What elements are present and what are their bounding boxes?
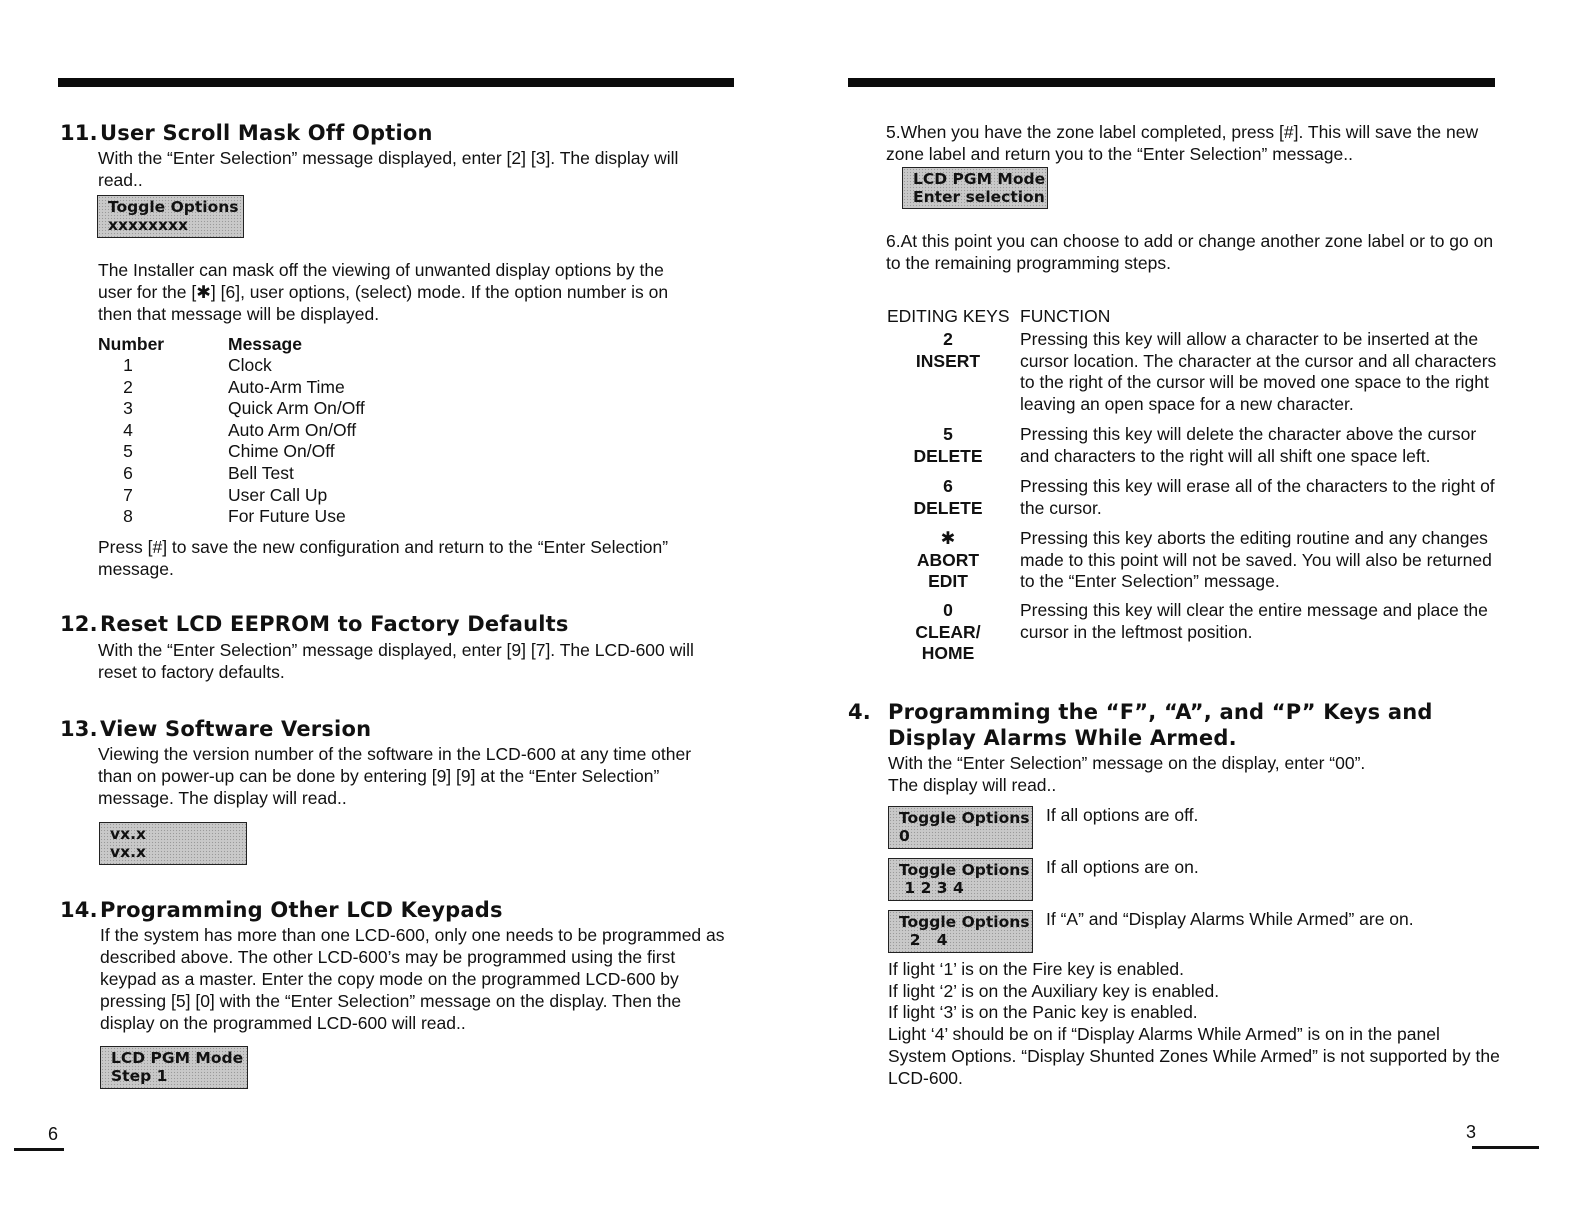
section-11-intro: With the “Enter Selection” message displayed, enter [2] [3]. The display will read.. [98,148,679,190]
lcd-line: Toggle Options [899,913,1030,931]
note-line: If light ‘3’ is on the Panic key is enabled. [888,1002,1198,1022]
lcd-line: Toggle Options [899,809,1030,827]
table-cell-number: 8 [123,506,133,527]
table-cell-message: Chime On/Off [228,441,335,462]
section-14-heading: 14. Programming Other LCD Keypads [60,898,503,922]
table-cell-message: User Call Up [228,484,328,505]
right-page-number-rule [1472,1146,1539,1149]
table-cell-message: Auto Arm On/Off [228,419,357,440]
table-row [98,484,498,506]
left-page-number: 6 [48,1124,59,1144]
table-row [98,397,498,419]
table-row [98,440,498,462]
table-cell-message: Auto-Arm Time [228,376,345,397]
option-caption: If all options are off. [1046,805,1199,825]
lcd-display-toggle-options [888,910,1033,953]
table-cell-number: 5 [123,441,133,462]
function-header: FUNCTION [1020,306,1111,326]
table-cell-number: 1 [123,355,133,375]
section-12-heading: 12. Reset LCD EEPROM to Factory Defaults [60,612,569,636]
section-4-intro: With the “Enter Selection” message on the display, enter “00”. The display will read.. [888,753,1366,795]
section-11-body: The Installer can mask off the viewing of unwanted display options by the user for the [✱] [6], user options, (select) mode. If the option number is on then that message will be displayed. [98,260,669,324]
option-caption: If “A” and “Display Alarms While Armed” are on. [1046,909,1414,929]
table-header [98,333,498,355]
section-12-body: With the “Enter Selection” message displayed, enter [9] [7]. The LCD-600 will reset to factory defaults. [98,640,694,682]
note-line: Light ‘4’ should be on if “Display Alarms While Armed” is on in the panel System Options. “Display Shunted Zones While Armed” is not supported by the LCD-600. [888,1024,1500,1088]
section-11-heading: 11. User Scroll Mask Off Option [60,121,433,145]
step-5-text: 5.When you have the zone label completed, press [#]. This will save the new zone label and return you to the “Enter Selection” message.. [886,122,1479,164]
table-row [98,354,498,376]
editing-key-function: Pressing this key will erase all of the characters to the right of the cursor. [1020,476,1495,518]
lcd-line: 2 4 [899,931,948,949]
table-row [98,462,498,484]
table-row [98,505,498,527]
editing-key: ✱ ABORT EDIT [916,528,980,591]
editing-key: 2 INSERT [915,329,981,371]
table-cell-message: Clock [228,355,272,375]
section-11-title: User Scroll Mask Off Option [100,121,433,145]
table-cell-number: 2 [123,376,133,397]
left-top-rule [58,78,734,87]
section-12-title: Reset LCD EEPROM to Factory Defaults [100,612,569,636]
editing-key: 6 DELETE [913,476,983,518]
table-cell-number: 7 [123,484,133,505]
lcd-display-toggle-options [888,806,1033,849]
lcd-display-enter-selection: LCD PGM Mode Enter selection [902,167,1048,209]
table-row [98,376,498,398]
table-header-message: Message [228,334,302,354]
section-4-title-line1: Programming the “F”, “A”, and “P” Keys and [888,700,1433,724]
section-13-body: Viewing the version number of the software in the LCD-600 at any time other than on power-up can be done by entering [9] [9] at the “Enter Selection” message. The display will read.. [98,744,692,808]
editing-key: 0 CLEAR/ HOME [915,600,981,663]
editing-keys-header: EDITING KEYS [887,306,1010,326]
section-13-heading: 13. View Software Version [60,717,372,741]
table-cell-number: 4 [123,419,133,440]
left-page-number-rule [14,1148,64,1151]
editing-key-function: Pressing this key aborts the editing routine and any changes made to this point will not be saved. You will also be returned to the “Enter Selection” message. [1020,528,1492,591]
note-line: If light ‘1’ is on the Fire key is enabled. [888,959,1185,979]
section-13-title: View Software Version [100,717,372,741]
option-caption: If all options are on. [1046,857,1199,877]
table-row [98,419,498,441]
section-4-heading: 4. Programming the “F”, “A”, and “P” Keys and [848,700,1433,724]
editing-key-function: Pressing this key will clear the entire message and place the cursor in the leftmost position. [1020,600,1488,642]
lcd-display-toggle-options: Toggle Options xxxxxxxx [97,195,244,238]
editing-key-function: Pressing this key will allow a character to be inserted at the cursor location. The character at the cursor and all characters to the right of the cursor will be moved one space to the right leaving an open space for a new character. [1020,329,1497,414]
table-cell-message: Bell Test [228,463,294,483]
right-top-rule [848,78,1495,87]
table-cell-message: For Future Use [228,506,346,527]
table-cell-number: 3 [123,398,133,419]
step-6-text: 6.At this point you can choose to add or change another zone label or to go on to the remaining programming steps. [886,231,1494,273]
section-14-title: Programming Other LCD Keypads [100,898,503,922]
table-header-number: Number [98,334,165,354]
table-cell-message: Quick Arm On/Off [228,398,365,419]
lcd-display-toggle-options [888,858,1033,901]
lcd-line: 0 [899,827,910,845]
table-cell-number: 6 [123,463,133,483]
section-14-body: If the system has more than one LCD-600, only one needs to be programmed as described above. The other LCD-600’s may be programmed using the first keypad as a master. Enter the copy mode on the programmed LCD-600 by pressing [5] [0] with the “Enter Selection” message on the display. Then the display on the programmed LCD-600 will read.. [100,925,725,1033]
editing-key: 5 DELETE [913,424,983,466]
lcd-line: 1 2 3 4 [899,879,964,897]
editing-key-function: Pressing this key will delete the character above the cursor and characters to the right will all shift one space left. [1020,424,1477,466]
note-line: If light ‘2’ is on the Auxiliary key is enabled. [888,981,1220,1001]
section-4-title-line2: Display Alarms While Armed. [888,726,1237,750]
lcd-line: Toggle Options [899,861,1030,879]
right-page-number: 3 [1466,1122,1477,1142]
lcd-display-version: vx.x vx.x [99,822,247,865]
section-11-footer: Press [#] to save the new configuration and return to the “Enter Selection” message. [98,537,669,579]
lcd-display-pgm-step: LCD PGM Mode Step 1 [100,1046,248,1089]
